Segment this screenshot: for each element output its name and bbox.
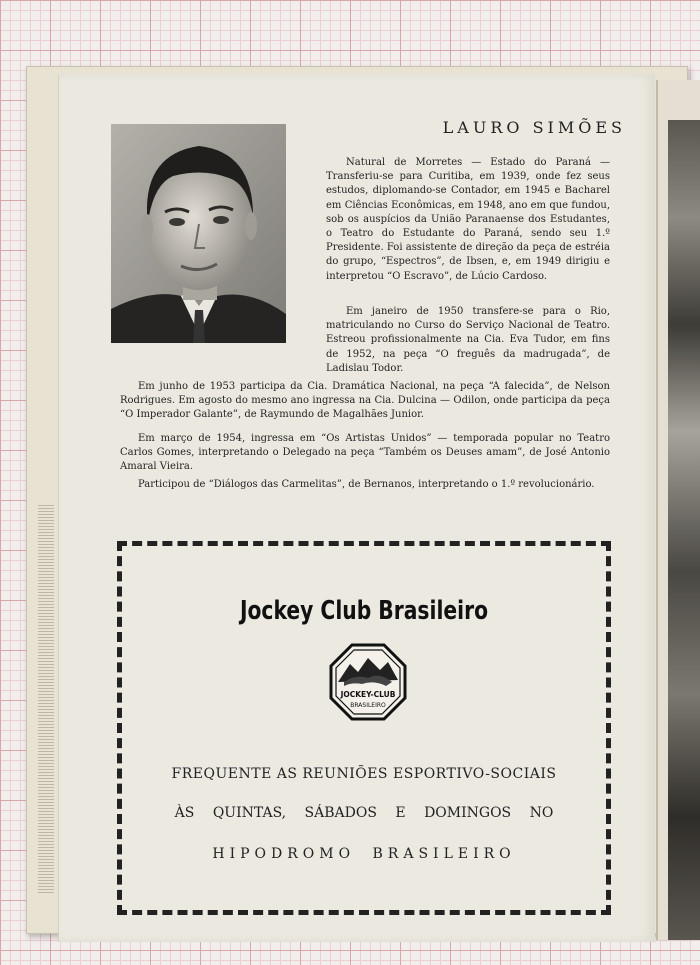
facing-page-photo xyxy=(668,120,700,940)
biography-paragraph-2: Em janeiro de 1950 transfere-se para o Rio, matriculando no Curso do Serviço Nacional de Teatro. Estreou profissionalmente na Cia. Eva Tudor, em fins de 1952, na peça “O freguês da madrugada”, de Ladislau Todor. xyxy=(326,306,610,374)
advertisement-line-3: HIPODROMO BRASILEIRO xyxy=(212,846,516,862)
logo-text-top: JOCKEY-CLUB xyxy=(340,690,396,699)
jockey-club-logo-icon xyxy=(328,642,408,722)
biography-paragraph-3: Em junho de 1953 participa da Cia. Dramática Nacional, na peça “A falecida”, de Nelson Rodrigues. Em agosto do mesmo ano ingressa na Cia. Dulcina — Odilon, onde participa da peça “O Imperador Galante”, de Raymundo de Magalhães Junior. xyxy=(120,381,610,421)
logo-text-bottom: BRASILEIRO xyxy=(350,702,386,709)
biography-paragraph-5: Participou de “Diálogos das Carmelitas”, de Bernanos, interpretando o 1.º revolucionário. xyxy=(138,479,595,490)
advertisement-title: Jockey Club Brasileiro xyxy=(239,596,489,626)
portrait-photo xyxy=(111,124,286,343)
facing-page xyxy=(656,80,700,940)
biography-paragraph-4: Em março de 1954, ingressa em “Os Artistas Unidos” — temporada popular no Teatro Carlos Gomes, interpretando o Delegado na peça “Também os Deuses amam”, de José Antonio Amaral Vieira. xyxy=(120,433,610,473)
advertisement-line-2: ÀS QUINTAS, SÁBADOS E DOMINGOS NO xyxy=(174,805,554,821)
advertisement-line-1: FREQUENTE AS REUNIÕES ESPORTIVO-SOCIAIS xyxy=(171,766,557,782)
biography-title: LAURO SIMÕES xyxy=(442,118,626,137)
page-edges xyxy=(38,505,54,895)
biography-paragraph-1: Natural de Morretes — Estado do Paraná — Transferiu-se para Curitiba, em 1939, onde fez seus estudos, diplomando-se Contador, em 1945 e Bacharel em Ciências Econômicas, em 1948, ano em que fundou, sob os auspícios da União Paranaense dos Estudantes, o Teatro do Estudante do Paraná, sendo seu 1.º Presidente. Foi assistente de direção da peça de estréia do grupo, “Espectros”, de Ibsen, e, em 1949 dirigiu e interpretou “O Escravo”, de Lúcio Cardoso. xyxy=(326,157,610,282)
jockey-club-advertisement xyxy=(117,541,611,915)
